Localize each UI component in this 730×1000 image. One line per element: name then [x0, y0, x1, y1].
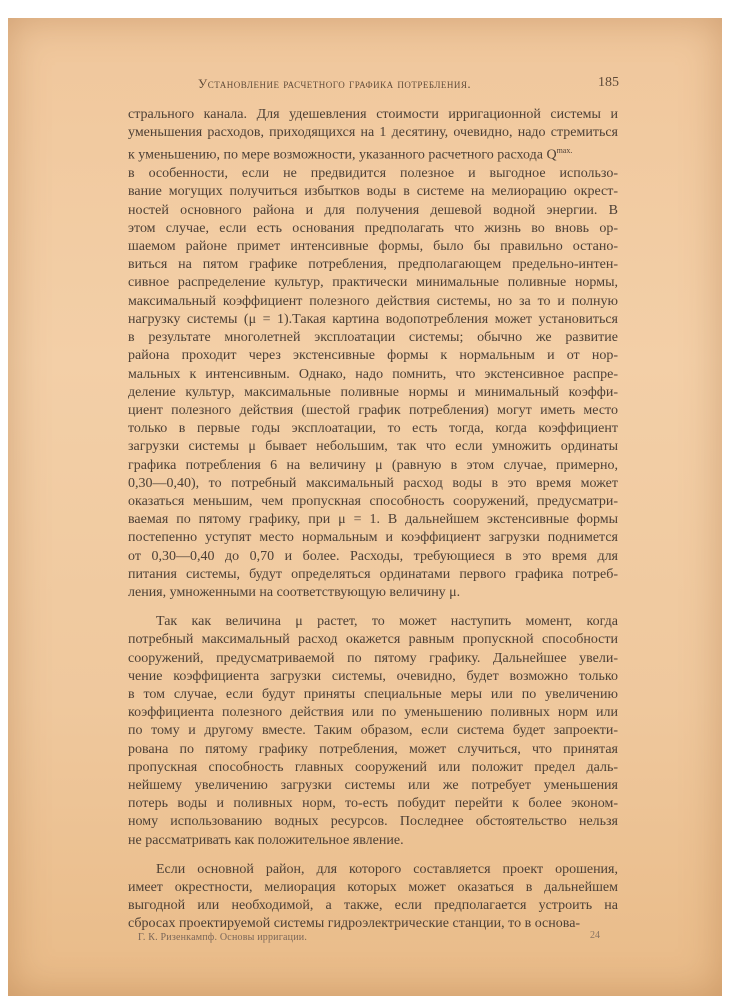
- text-line: от 0,30—0,40 до 0,70 и более. Расходы, требующиеся в это время для: [128, 548, 618, 564]
- text-line: загрузки системы μ бывает небольшим, так что если умножить ординаты: [128, 439, 618, 455]
- text-line: по тому и другому вместе. Таким образом, если система будет запроекти-: [128, 723, 618, 739]
- text-line: в особенности, если не предвидится полезное и выгодное использо-: [128, 166, 618, 182]
- text-line: коэффициента полезного действия или по уменьшению поливных норм или: [128, 705, 618, 721]
- text-line: сооружений, предусматриваемой по пятому графику. Дальнейшее увели-: [128, 650, 618, 666]
- text-line: выгодной или необходимой, а также, если предполагается устроить на: [128, 898, 618, 914]
- text-line: нагрузку системы (μ = 1).Такая картина водопотребления может установиться: [128, 311, 618, 327]
- text-line: оказаться меньшим, чем пропускная способность сооружений, предусматри-: [128, 493, 618, 509]
- text-line: района проходит через экстенсивные формы к нормальным и от нор-: [128, 348, 618, 364]
- scanned-page: [8, 18, 722, 996]
- text-line: не рассматривать как положительное явление.: [128, 832, 404, 848]
- text-line: максимальный коэффициент полезного действия системы, но за то и полную: [128, 293, 618, 309]
- text-line: сбросах проектируемой системы гидроэлектрические станции, то в основа-: [128, 916, 581, 932]
- text-line: циент полезного действия (шестой график потребления) могут иметь место: [128, 402, 618, 418]
- paragraph: [128, 613, 618, 850]
- text-line: к уменьшению, по мере возможности, указанного расчетного расхода Q: [128, 148, 557, 164]
- text-line: имеет окрестности, мелиорация которых может оказаться в дальнейшем: [128, 879, 618, 895]
- text-line: питания системы, будут определяться ординатами первого графика потреб-: [128, 566, 618, 582]
- text-line: этом случае, если есть основания предполагать что жизнь во вновь ор-: [128, 220, 618, 236]
- text-line: ностей основного района и для получения дешевой водной энергии. В: [128, 202, 618, 218]
- text-line: графика потребления 6 на величину μ (равную в этом случае, примерно,: [128, 457, 618, 473]
- text-line: сивное распределение культур, практически минимальные поливные нормы,: [128, 275, 618, 291]
- body-text: [128, 106, 618, 934]
- text-line: Если основной район, для которого составляется проект орошения,: [156, 861, 618, 877]
- text-line: только в первые годы эксплоатации, то есть тогда, когда коэффициент: [128, 421, 618, 437]
- paragraph: [128, 861, 618, 934]
- text-line: шаемом районе примет интенсивные формы, было бы правильно остано-: [128, 239, 618, 255]
- running-header: Установление расчетного графика потребления.: [198, 76, 472, 91]
- text-line: рована по пятому графику потребления, может случиться, что принятая: [128, 741, 618, 757]
- text-line: ваемая по пятому графику, при μ = 1. В дальнейшем экстенсивные формы: [128, 512, 618, 528]
- text-line: нейшему увеличению загрузки системы или же потребует уменьшения: [128, 777, 618, 793]
- formula-superscript: max.: [556, 146, 573, 156]
- text-line: постепенно уступят место нормальным и коэффициент загрузки поднимется: [128, 530, 618, 546]
- text-line: Так как величина μ растет, то может наступить момент, когда: [156, 614, 618, 630]
- paragraph: [128, 106, 618, 602]
- text-line: виться на пятом графике потребления, предполагающем предельно-интен-: [128, 257, 618, 273]
- text-line: стрального канала. Для удешевления стоимости ирригационной системы и: [128, 107, 618, 122]
- text-line: пропускная способность главных сооружений или положит предел даль-: [128, 759, 618, 775]
- text-line: потребный максимальный расход окажется равным пропускной способности: [128, 632, 618, 648]
- text-line: чение коэффициента загрузки системы, очевидно, будет возможно только: [128, 668, 618, 684]
- text-line: ления, умноженными на соответствующую величину μ.: [128, 584, 461, 600]
- text-line: в результате многолетней эксплоатации системы; обычно же развитие: [128, 330, 618, 346]
- text-line: деление культур, максимальные поливные нормы и минимальный коэффи-: [128, 384, 618, 400]
- footer-author-title: Г. К. Ризенкампф. Основы ирригации.: [138, 932, 308, 943]
- text-line: уменьшения расходов, приходящихся на 1 десятину, очевидно, надо стремиться: [128, 125, 618, 141]
- page-number: 185: [598, 75, 619, 90]
- paragraph-gap: [128, 850, 618, 861]
- text-line: вание могущих получиться избытков воды в системе на мелиорацию окрест-: [128, 184, 618, 200]
- paragraph-gap: [128, 602, 618, 613]
- text-line: ному использованию водных ресурсов. Последнее обстоятельство нельзя: [128, 814, 618, 830]
- text-line: потерь воды и поливных норм, то-есть побудит перейти к более эконом-: [128, 796, 618, 812]
- text-line: 0,30—0,40), то потребный максимальный расход воды в это время может: [128, 475, 618, 491]
- footer-signature-mark: 24: [590, 930, 600, 941]
- text-line: в том случае, если будут приняты специальные меры или по увеличению: [128, 686, 618, 702]
- text-line: мальных к интенсивным. Однако, надо помнить, что экстенсивное распре-: [128, 366, 618, 382]
